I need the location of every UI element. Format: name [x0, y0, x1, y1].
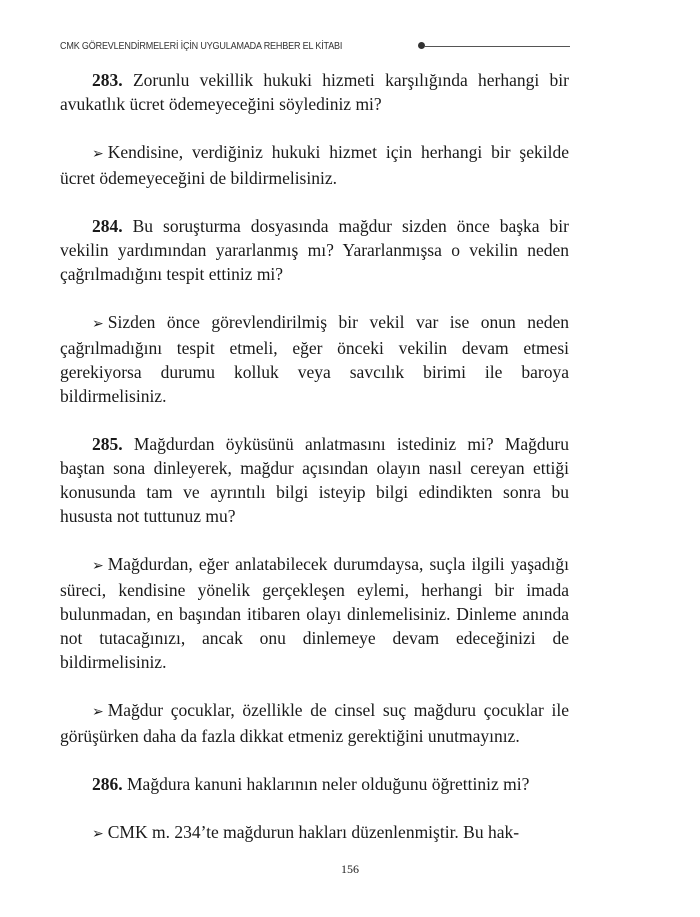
answer-284 [60, 310, 569, 408]
header-title: CMK GÖREVLENDİRMELERİ İÇİN UYGULAMADA REHBER EL KİTABI [60, 40, 343, 52]
page-body [60, 68, 569, 870]
question-285 [60, 432, 569, 528]
answer-text: Mağdur çocuklar, özellikle de cinsel suç mağduru çocuklar ile görüşürken daha da fazla dikkat etmeniz gerektiğini unutmayınız. [60, 700, 569, 746]
answer-285-b [60, 698, 569, 748]
answer-286 [60, 820, 569, 846]
arrow-bullet-icon: ➢ [92, 146, 104, 162]
question-text: Mağdura kanuni haklarının neler olduğunu öğrettiniz mi? [127, 774, 530, 794]
header-rule [424, 46, 570, 47]
question-number: 284. [92, 216, 123, 236]
page-number: 156 [341, 862, 359, 876]
question-284 [60, 214, 569, 286]
question-number: 286. [92, 774, 123, 794]
arrow-bullet-icon: ➢ [92, 826, 104, 842]
question-text: Zorunlu vekillik hukuki hizmeti karşılığında herhangi bir avukatlık ücret ödemeyeceğini söylediniz mi? [60, 70, 569, 114]
arrow-bullet-icon: ➢ [92, 558, 104, 574]
answer-text: Mağdurdan, eğer anlatabilecek durumdaysa, suçla ilgili yaşadığı süreci, kendisine yönelik gerçekleşen eylemi, herhangi bir imada bulunmadan, en başından itibaren olayı dinlemelisiniz. Dinleme anında not tutacağınızı, ancak onu dinlemeye devam edeceğinizi de bildirmelisiniz. [60, 554, 569, 672]
question-286 [60, 772, 569, 796]
question-283 [60, 68, 569, 116]
question-text: Mağdurdan öyküsünü anlatmasını istediniz mi? Mağduru baştan sona dinleyerek, mağdur açısından olayın nasıl cereyan ettiği konusunda tam ve ayrıntılı bilgi isteyip bilgi edindikten sonra bu hususta not tuttunuz mu? [60, 434, 569, 526]
answer-text: Kendisine, verdiğiniz hukuki hizmet için herhangi bir şekilde ücret ödemeyeceğini de bildirmelisiniz. [60, 142, 569, 188]
answer-283 [60, 140, 569, 190]
question-number: 283. [92, 70, 123, 90]
arrow-bullet-icon: ➢ [92, 704, 104, 720]
question-text: Bu soruşturma dosyasında mağdur sizden önce başka bir vekilin yardımından yararlanmış mı? Yararlanmışsa o vekilin neden çağrılmadığını tespit ettiniz mi? [60, 216, 569, 284]
answer-285-a [60, 552, 569, 674]
arrow-bullet-icon: ➢ [92, 316, 104, 332]
answer-text: CMK m. 234’te mağdurun hakları düzenlenmiştir. Bu hak- [107, 822, 520, 842]
answer-text: Sizden önce görevlendirilmiş bir vekil var ise onun neden çağrılmadığını tespit etmeli, eğer önceki vekilin devam etmesi gerekiyorsa durumu kolluk veya savcılık birimi ile baroya bildirmelisiniz. [60, 312, 569, 406]
running-header [60, 38, 570, 54]
question-number: 285. [92, 434, 123, 454]
